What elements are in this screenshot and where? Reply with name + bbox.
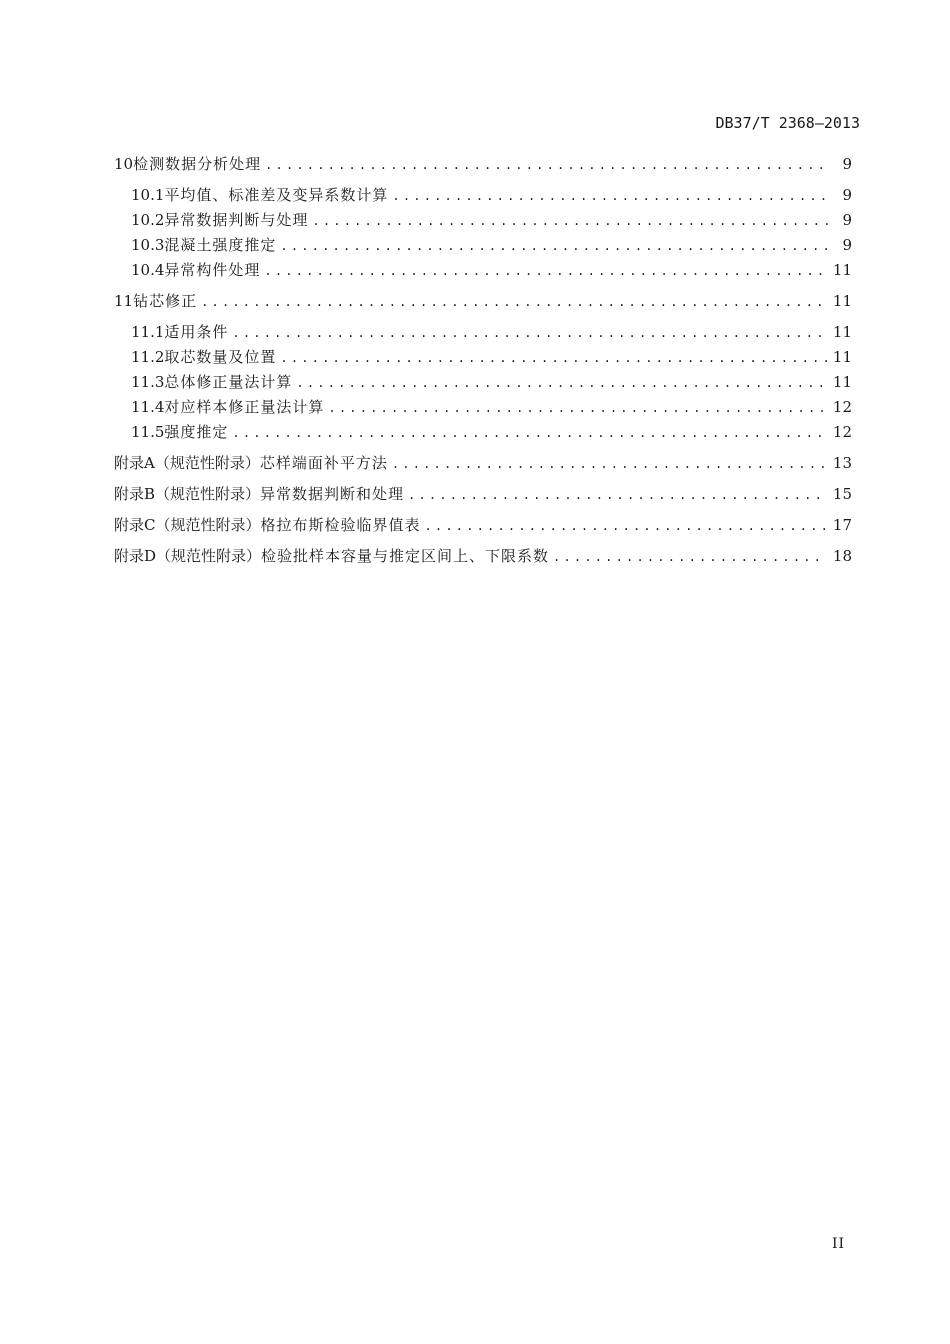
toc-entry[interactable] — [114, 482, 852, 507]
toc-entry[interactable] — [114, 451, 852, 476]
table-of-contents — [114, 152, 852, 569]
leader-dots — [201, 290, 827, 315]
toc-entry[interactable] — [114, 208, 852, 233]
toc-entry[interactable] — [114, 233, 852, 258]
toc-title: 异常数据判断与处理 — [164, 211, 309, 229]
toc-page: 13 — [832, 454, 852, 472]
page-number-footer: II — [832, 1236, 846, 1252]
toc-entry[interactable] — [114, 420, 852, 445]
leader-dots — [312, 209, 830, 234]
leader-dots — [280, 234, 830, 259]
toc-number: 11.4 — [131, 398, 165, 416]
toc-number: 附录C（规范性附录） — [114, 516, 261, 534]
toc-title: 取芯数量及位置 — [164, 348, 277, 366]
toc-title: 总体修正量法计算 — [164, 373, 293, 391]
toc-page: 9 — [842, 186, 852, 204]
toc-entry[interactable] — [114, 544, 852, 569]
leader-dots — [296, 371, 826, 396]
toc-page: 18 — [832, 547, 852, 565]
toc-page: 9 — [842, 211, 852, 229]
toc-number: 11.2 — [131, 348, 165, 366]
toc-page: 12 — [832, 423, 852, 441]
toc-page: 9 — [842, 236, 852, 254]
leader-dots — [232, 421, 826, 446]
toc-title: 格拉布斯检验临界值表 — [260, 516, 421, 534]
document-code-header: DB37/T 2368—2013 — [715, 114, 860, 132]
toc-title: 对应样本修正量法计算 — [164, 398, 325, 416]
toc-number: 10.3 — [131, 236, 165, 254]
leader-dots — [553, 545, 827, 570]
toc-entry[interactable] — [114, 345, 852, 370]
toc-title: 适用条件 — [164, 323, 229, 341]
toc-number: 10.4 — [131, 261, 165, 279]
toc-title: 钻芯修正 — [133, 292, 198, 310]
toc-title: 检测数据分析处理 — [133, 155, 262, 173]
toc-title: 强度推定 — [164, 423, 229, 441]
toc-title: 异常构件处理 — [164, 261, 261, 279]
leader-dots — [392, 184, 830, 209]
leader-dots — [265, 153, 830, 178]
toc-number: 附录A（规范性附录） — [114, 454, 260, 472]
leader-dots — [232, 321, 826, 346]
leader-dots — [328, 396, 826, 421]
leader-dots — [408, 483, 827, 508]
leader-dots — [264, 259, 826, 284]
toc-number: 附录D（规范性附录） — [114, 547, 262, 565]
toc-number: 11.5 — [131, 423, 165, 441]
toc-page: 11 — [832, 261, 852, 279]
toc-entry[interactable] — [114, 152, 852, 177]
toc-number: 10.2 — [131, 211, 165, 229]
toc-page: 11 — [832, 323, 852, 341]
leader-dots — [280, 346, 826, 371]
toc-page: 11 — [832, 348, 852, 366]
toc-page: 17 — [832, 516, 852, 534]
toc-entry[interactable] — [114, 183, 852, 208]
toc-entry[interactable] — [114, 258, 852, 283]
toc-page: 9 — [842, 155, 852, 173]
toc-title: 异常数据判断和处理 — [260, 485, 405, 503]
toc-entry[interactable] — [114, 370, 852, 395]
toc-entry[interactable] — [114, 395, 852, 420]
toc-number: 10 — [114, 155, 134, 173]
toc-page: 11 — [832, 373, 852, 391]
toc-entry[interactable] — [114, 289, 852, 314]
toc-entry[interactable] — [114, 513, 852, 538]
leader-dots — [425, 514, 827, 539]
toc-title: 平均值、标准差及变异系数计算 — [164, 186, 389, 204]
leader-dots — [392, 452, 827, 477]
toc-number: 11.1 — [131, 323, 165, 341]
toc-number: 11 — [114, 292, 134, 310]
toc-number: 附录B（规范性附录） — [114, 485, 261, 503]
toc-title: 混凝土强度推定 — [164, 236, 277, 254]
toc-page: 11 — [832, 292, 852, 310]
toc-entry[interactable] — [114, 320, 852, 345]
toc-title: 芯样端面补平方法 — [259, 454, 388, 472]
toc-page: 15 — [832, 485, 852, 503]
toc-page: 12 — [832, 398, 852, 416]
toc-number: 11.3 — [131, 373, 165, 391]
toc-number: 10.1 — [131, 186, 165, 204]
toc-title: 检验批样本容量与推定区间上、下限系数 — [261, 547, 550, 565]
